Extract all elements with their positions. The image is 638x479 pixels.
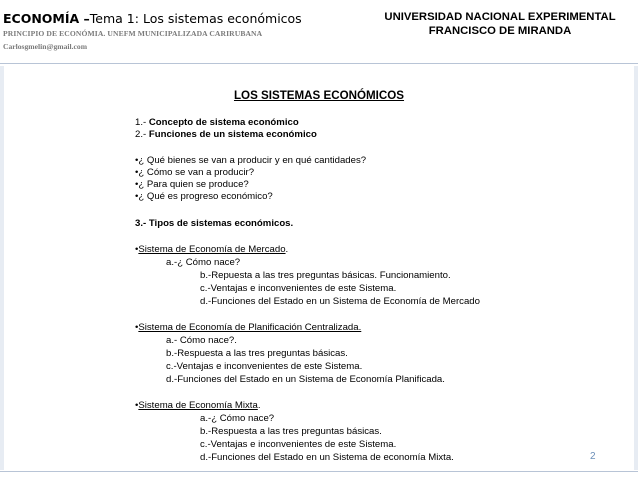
course-subtitle: PRINCIPIO DE ECONÓMIA. UNEFM MUNICIPALIZADA CARIRUBANA [3,29,263,38]
outline-item-1-text: Concepto de sistema económico [148,117,299,128]
outline-item-2-number: 2.- [135,129,147,140]
planned-bullet: • [135,322,139,333]
university-line-2: FRANCISCO DE MIRANDA [428,25,572,37]
outline-item-1-number: 1.- [135,117,147,128]
mixed-item-d: d.-Funciones del Estado en un Sistema de economía Mixta. [200,452,454,463]
mixed-heading-text: Sistema de Economía Mixta [138,400,258,411]
planned-item-c: c.-Ventajas e inconvenientes de este Sistema. [166,361,363,372]
outline-item-2-text: Funciones de un sistema económico [148,129,317,140]
market-bullet: • [135,244,139,255]
market-system-heading [135,244,288,256]
planned-item-a: a.- Cómo nace?. [166,335,237,346]
outline-item-2 [135,129,317,141]
market-heading-text: Sistema de Economía de Mercado [138,244,286,255]
planned-item-d: d.-Funciones del Estado en un Sistema de Economía Planificada. [166,374,445,385]
course-label: ECONOMÍA – [3,11,90,26]
author-email: Carlosgmelin@gmail.com [3,42,88,51]
market-heading-suffix: . [285,244,289,255]
mixed-bullet: • [135,400,139,411]
question-2: •¿ Cómo se van a producir? [135,167,255,178]
slide-title: LOS SISTEMAS ECONÓMICOS [233,89,405,102]
page-number: 2 [590,451,596,462]
market-item-d: d.-Funciones del Estado en un Sistema de Economía de Mercado [200,296,480,307]
market-item-b: b.-Repuesta a las tres preguntas básicas. Funcionamiento. [200,270,451,281]
question-4: •¿ Qué es progreso económico? [135,191,273,202]
university-line-1: UNIVERSIDAD NACIONAL EXPERIMENTAL [384,11,616,23]
mixed-item-c: c.-Ventajas e inconvenientes de este Sistema. [200,439,397,450]
mixed-item-b: b.-Respuesta a las tres preguntas básicas. [200,426,382,437]
planned-heading-text: Sistema de Economía de Planificación Centralizada. [138,322,362,333]
mixed-item-a: a.-¿ Cómo nace? [200,413,275,424]
planned-system-heading [135,322,361,334]
market-item-a: a.-¿ Cómo nace? [166,257,241,268]
question-3: •¿ Para quien se produce? [135,179,249,190]
outline-item-3: 3.- Tipos de sistemas económicos. [135,218,294,229]
question-1: •¿ Qué bienes se van a producir y en qué cantidades? [135,155,367,166]
topic-label: Tema 1: Los sistemas económicos [89,11,302,26]
planned-item-b: b.-Respuesta a las tres preguntas básicas. [166,348,348,359]
market-item-c: c.-Ventajas e inconvenientes de este Sistema. [200,283,397,294]
mixed-heading-suffix: . [257,400,261,411]
mixed-system-heading [135,400,260,412]
outline-item-1 [135,117,299,129]
